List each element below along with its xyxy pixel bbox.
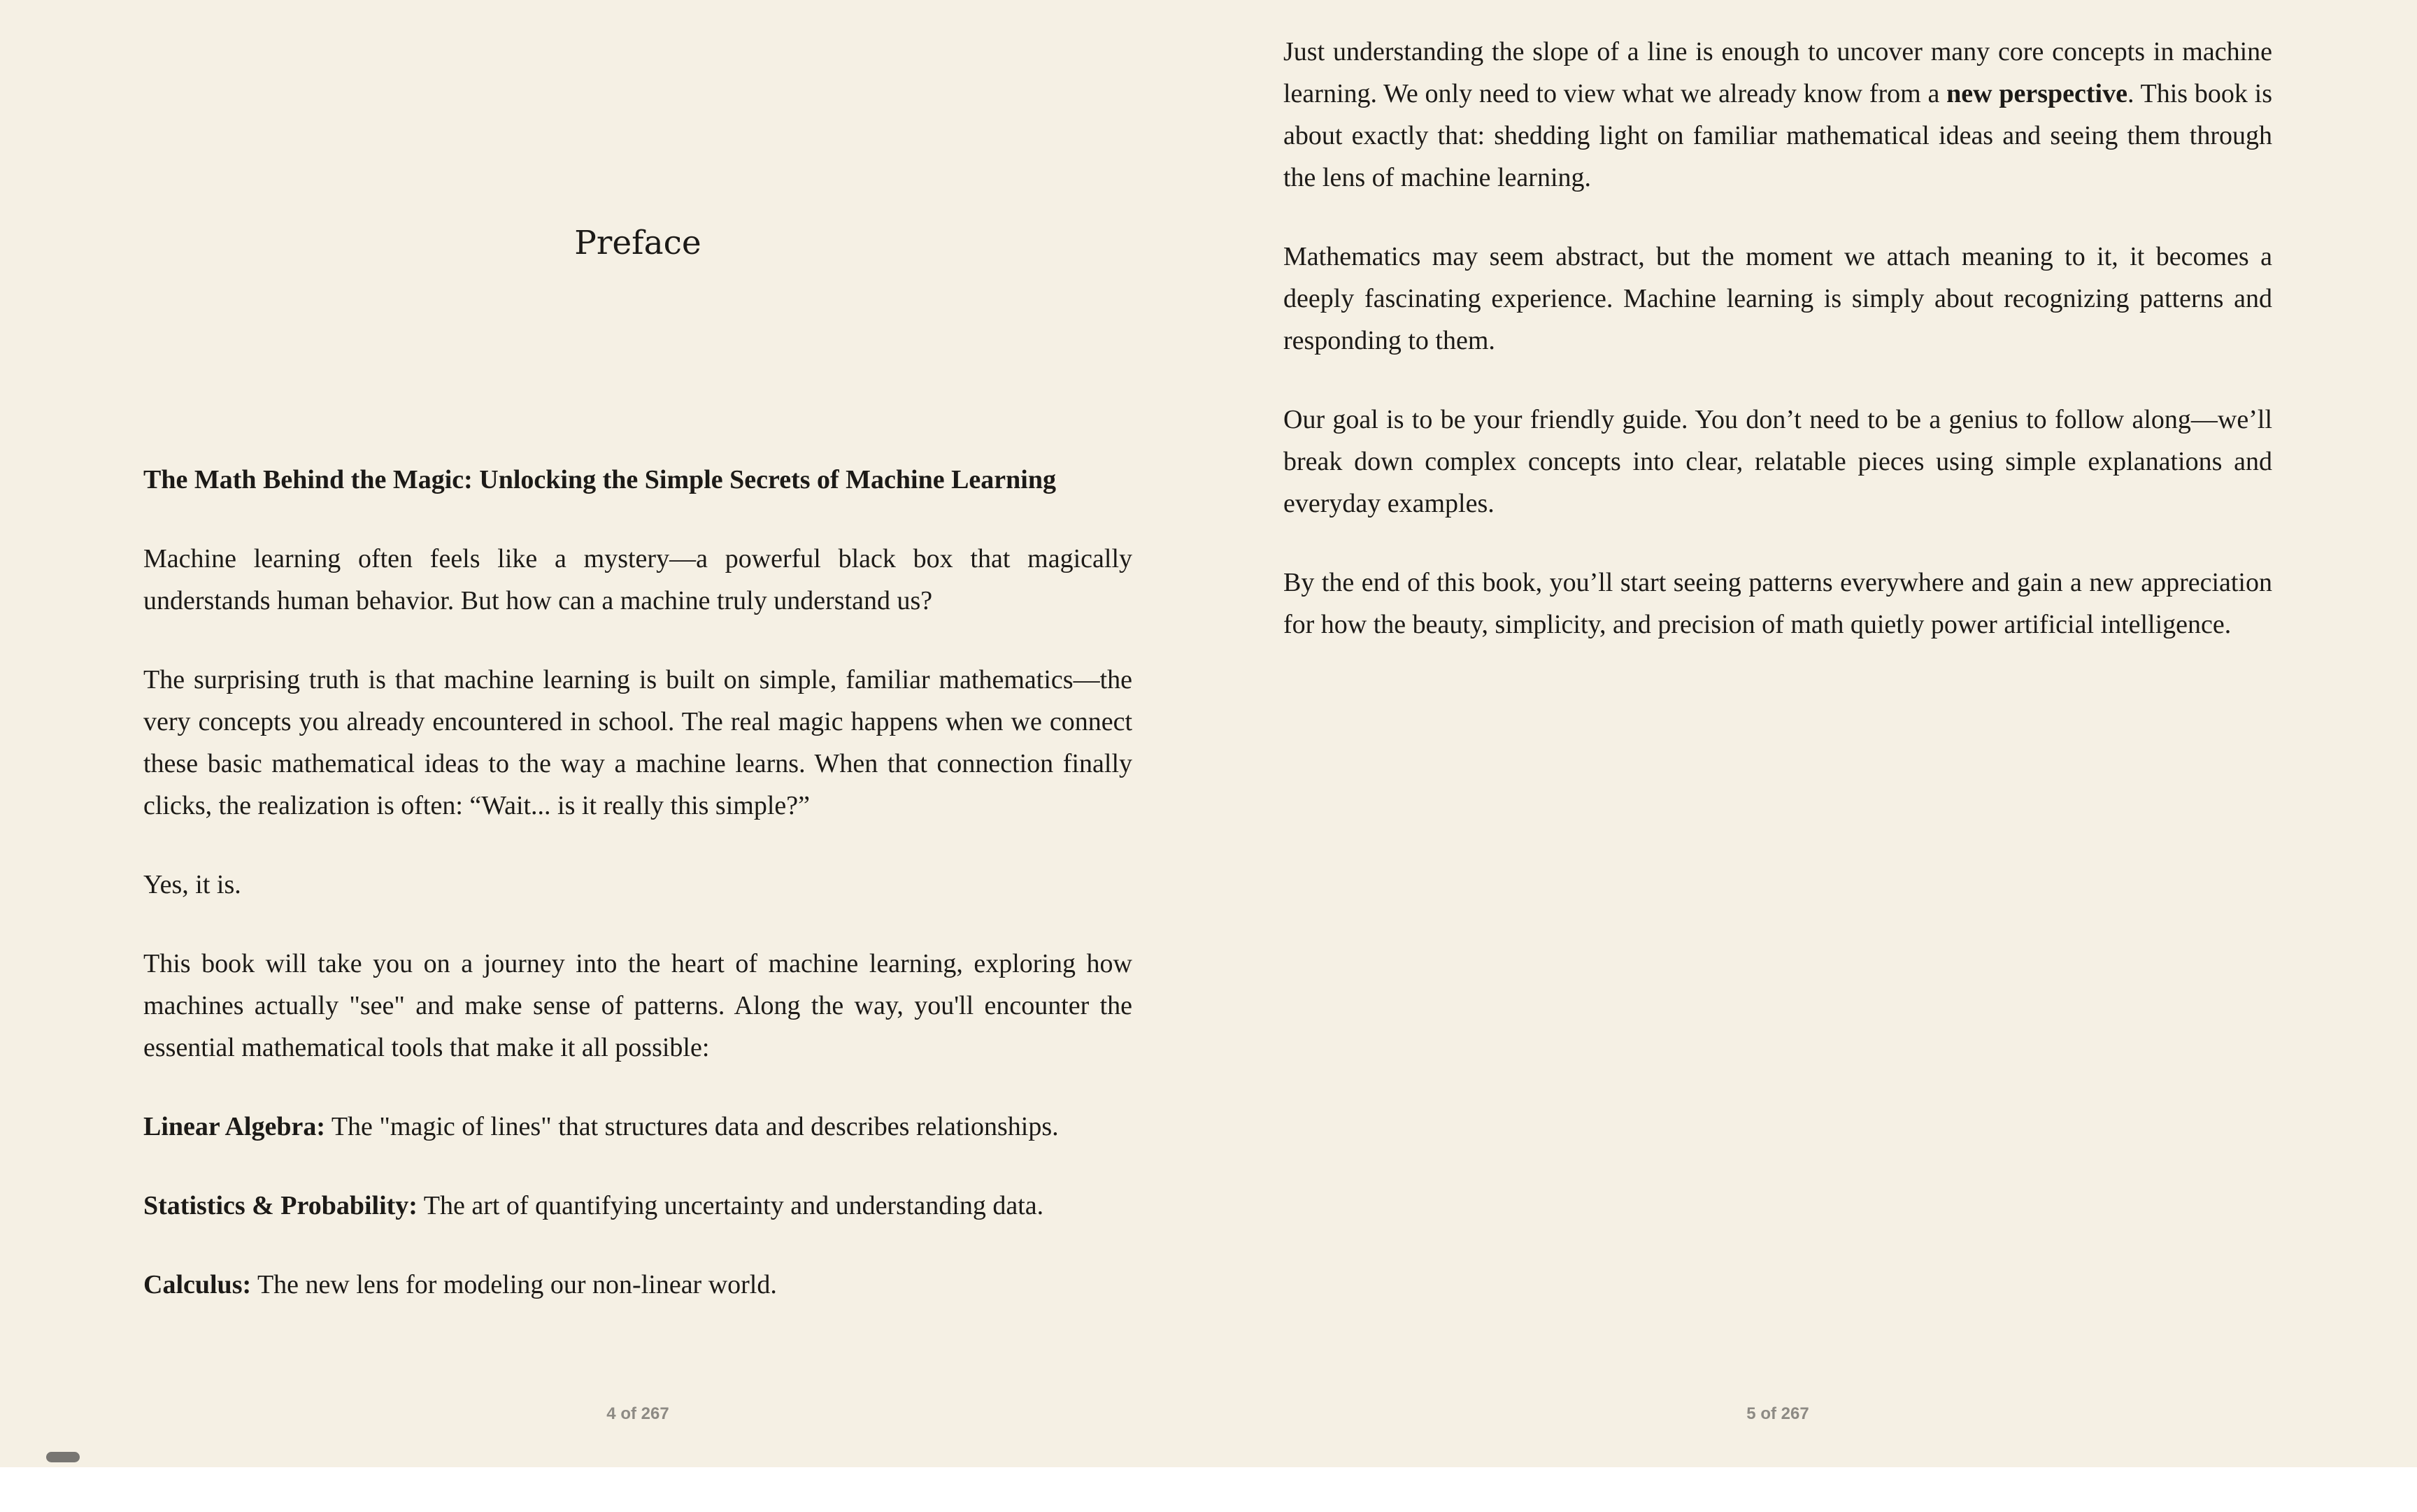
topic-term: Calculus: (143, 1270, 252, 1299)
topic-item-linear-algebra (143, 1106, 1132, 1148)
paragraph: The surprising truth is that machine learning is built on simple, familiar mathematics—the very concepts you already encountered in school. The real magic happens when we connect these basic mathematical ideas to the way a machine learns. When that connection finally clicks, the realization is often: “Wait... is it really this simple?” (143, 665, 1132, 820)
topic-description: The "magic of lines" that structures data and describes relationships. (325, 1112, 1059, 1141)
right-page-number: 5 of 267 (1746, 1404, 1809, 1423)
topic-term: Linear Algebra: (143, 1112, 326, 1141)
chapter-title: Preface (574, 224, 701, 262)
left-page-body (143, 459, 1132, 1343)
paragraph: This book will take you on a journey into the heart of machine learning, exploring how machines actually "see" and make sense of patterns. Along the way, you'll encounter the essential mathematical tools that make it all possible: (143, 949, 1132, 1062)
right-page-body (1283, 31, 2272, 683)
topic-description: The art of quantifying uncertainty and understanding data. (417, 1191, 1044, 1220)
paragraph: Machine learning often feels like a mystery—a powerful black box that magically understands human behavior. But how can a machine truly understand us? (143, 544, 1132, 615)
scroll-handle[interactable] (46, 1452, 80, 1462)
paragraph: Our goal is to be your friendly guide. You don’t need to be a genius to follow along—we’ll break down complex concepts into clear, relatable pieces using simple explanations and everyday examples. (1283, 405, 2272, 518)
paragraph: Mathematics may seem abstract, but the moment we attach meaning to it, it becomes a deeply fascinating experience. Machine learning is simply about recognizing patterns and responding to them. (1283, 242, 2272, 355)
topic-term: Statistics & Probability: (143, 1191, 418, 1220)
topic-item-statistics (143, 1185, 1132, 1227)
emphasis-text: new perspective (1946, 79, 2127, 108)
paragraph: By the end of this book, you’ll start seeing patterns everywhere and gain a new appreciation for how the beauty, simplicity, and precision of math quietly power artificial intelligence. (1283, 568, 2272, 639)
left-page-number: 4 of 267 (606, 1404, 669, 1423)
paragraph-text: Just understanding the slope of a line is enough to uncover many core concepts in machine learning. We only need to view what we already know from a (1283, 37, 2272, 108)
book-subtitle: The Math Behind the Magic: Unlocking the Simple Secrets of Machine Learning (143, 465, 1056, 494)
paragraph (1283, 31, 2272, 199)
paragraph-text: . This book is about exactly that: shedding light on familiar mathematical ideas and seeing them through the lens of machine learning. (1283, 79, 2272, 192)
topic-description: The new lens for modeling our non-linear world. (251, 1270, 777, 1299)
topic-item-calculus (143, 1264, 1132, 1306)
paragraph: Yes, it is. (143, 870, 241, 899)
